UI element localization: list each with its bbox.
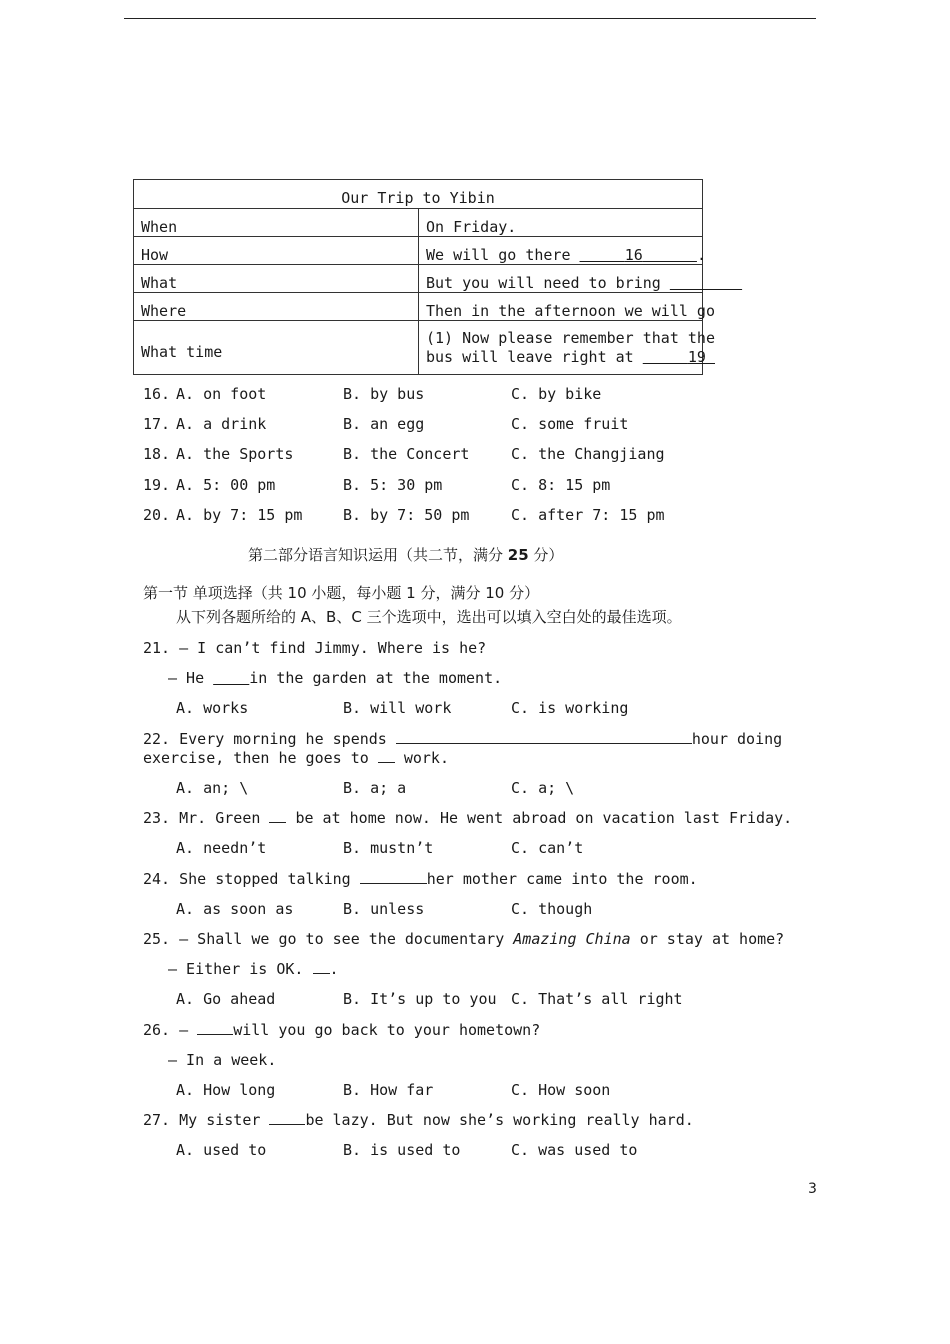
- option-a: A. How long: [176, 1081, 276, 1099]
- option-c: C. though: [511, 900, 593, 918]
- option-a: A. on foot: [176, 385, 267, 403]
- question-number: 19.: [143, 476, 171, 494]
- q21-line1: 21. — I can’t find Jimmy. Where is he?: [143, 639, 487, 657]
- option-c: C. by bike: [511, 385, 602, 403]
- option-b: B. unless: [343, 900, 425, 918]
- option-a: A. 5: 00 pm: [176, 476, 276, 494]
- row-label: How: [141, 246, 169, 264]
- q25-line2: — Either is OK. .: [168, 960, 339, 978]
- option-a: A. an; \: [176, 779, 249, 797]
- option-b: B. by bus: [343, 385, 425, 403]
- section1-instruction: 从下列各题所给的 A、B、C 三个选项中，选出可以填入空白处的最佳选项。: [176, 608, 682, 626]
- part2-title: 第二部分语言知识运用（共二节，满分 25 分）: [248, 546, 564, 564]
- row-value: On Friday.: [426, 218, 517, 236]
- option-a: A. as soon as: [176, 900, 294, 918]
- option-b: B. will work: [343, 699, 452, 717]
- option-c: C. That’s all right: [511, 990, 683, 1008]
- option-b: B. How far: [343, 1081, 434, 1099]
- table-row: [134, 208, 702, 236]
- row-label: Where: [141, 302, 187, 320]
- option-a: A. Go ahead: [176, 990, 276, 1008]
- row-value: We will go there 16 .: [426, 246, 706, 264]
- trip-table: [133, 179, 715, 375]
- option-c: C. a; \: [511, 779, 575, 797]
- option-a: A. the Sports: [176, 445, 294, 463]
- row-label: What time: [141, 343, 223, 361]
- q26-line1: 26. — will you go back to your hometown?: [143, 1021, 541, 1039]
- option-b: B. a; a: [343, 779, 407, 797]
- section1-title: 第一节 单项选择（共 10 小题，每小题 1 分，满分 10 分）: [143, 584, 540, 602]
- table-row: [134, 292, 715, 320]
- row-value: Then in the afternoon we will go: [426, 302, 715, 320]
- row-label: What: [141, 274, 178, 292]
- option-c: C. is working: [511, 699, 629, 717]
- q22-line1: 22. Every morning he spends hour doing: [143, 730, 783, 748]
- row-value: But you will need to bring: [426, 274, 670, 292]
- option-b: B. the Concert: [343, 445, 470, 463]
- option-c: C. the Changjiang: [511, 445, 665, 463]
- question-number: 16.: [143, 385, 171, 403]
- option-c: C. How soon: [511, 1081, 611, 1099]
- option-a: A. works: [176, 699, 249, 717]
- q24-line1: 24. She stopped talking her mother came into the room.: [143, 870, 698, 888]
- q21-line2: — He in the garden at the moment.: [168, 669, 503, 687]
- table-title-row: [134, 180, 702, 208]
- row-value-line2: bus will leave right at 19: [426, 347, 700, 367]
- table-row: [134, 264, 702, 292]
- option-b: B. It’s up to you: [343, 990, 497, 1008]
- option-c: C. was used to: [511, 1141, 638, 1159]
- option-c: C. after 7: 15 pm: [511, 506, 665, 524]
- row-value-line1: (1) Now please remember that the: [426, 329, 715, 347]
- option-b: B. an egg: [343, 415, 425, 433]
- q25-line1: 25. — Shall we go to see the documentary Amazing China or stay at home?: [143, 930, 785, 948]
- table-row: [134, 236, 706, 264]
- option-c: C. 8: 15 pm: [511, 476, 611, 494]
- option-b: B. 5: 30 pm: [343, 476, 443, 494]
- option-a: A. used to: [176, 1141, 267, 1159]
- q27-line1: 27. My sister be lazy. But now she’s working really hard.: [143, 1111, 694, 1129]
- q23-line1: 23. Mr. Green be at home now. He went abroad on vacation last Friday.: [143, 809, 793, 827]
- page-number: 3: [808, 1181, 817, 1197]
- blank-19: 19: [687, 348, 706, 366]
- question-number: 20.: [143, 506, 171, 524]
- blank-16: 16: [624, 246, 643, 264]
- option-c: C. some fruit: [511, 415, 629, 433]
- q22-line2: exercise, then he goes to work.: [143, 749, 449, 767]
- option-b: B. by 7: 50 pm: [343, 506, 470, 524]
- option-b: B. is used to: [343, 1141, 461, 1159]
- option-a: A. needn’t: [176, 839, 267, 857]
- option-b: B. mustn’t: [343, 839, 434, 857]
- question-number: 18.: [143, 445, 171, 463]
- header-rule: [124, 18, 816, 19]
- option-a: A. by 7: 15 pm: [176, 506, 303, 524]
- question-number: 17.: [143, 415, 171, 433]
- option-a: A. a drink: [176, 415, 267, 433]
- table-title: Our Trip to Yibin: [341, 189, 495, 207]
- table-row: [134, 320, 715, 375]
- option-c: C. can’t: [511, 839, 584, 857]
- q26-line2: — In a week.: [168, 1051, 277, 1069]
- row-label: When: [141, 218, 178, 236]
